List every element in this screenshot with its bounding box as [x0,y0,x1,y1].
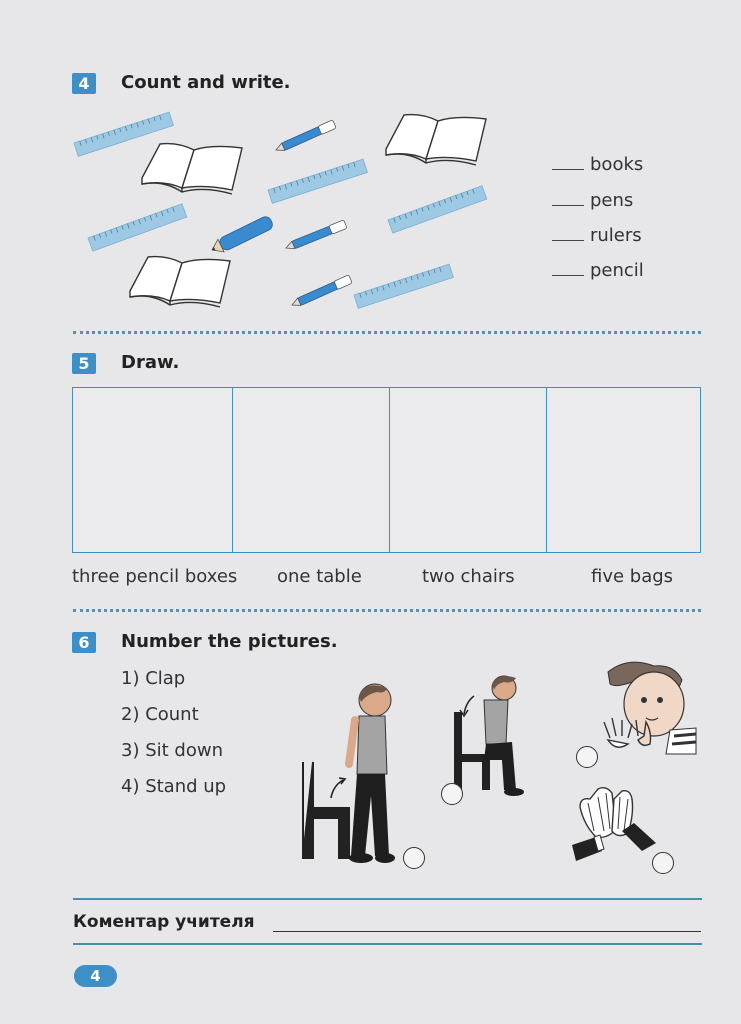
ruler-2 [268,159,367,203]
teacher-comment-field[interactable] [273,931,701,932]
footer-line-top [73,898,702,900]
pencil [209,215,274,257]
book-2 [386,115,486,165]
exercise-6-badge: 6 [72,632,96,653]
ruler-4 [388,186,487,233]
action-sit-down: 3) Sit down [121,740,223,761]
count-picture [598,660,698,755]
answer-blank-pens[interactable] [552,205,584,206]
exercise-6-title: Number the pictures. [121,631,338,652]
word-books: books [590,154,644,175]
clap-picture [568,785,660,865]
draw-caption-3: two chairs [422,566,515,587]
draw-caption-1: three pencil boxes [72,566,238,587]
word-pens: pens [590,190,634,211]
answer-circle-clap[interactable] [652,852,674,874]
answer-circle-sit-down[interactable] [441,783,463,805]
draw-caption-2: one table [277,566,362,587]
book-1 [142,144,242,194]
answer-circle-stand-up[interactable] [403,847,425,869]
draw-box-1[interactable] [72,387,234,553]
draw-box-3[interactable] [389,387,548,553]
answer-circle-count[interactable] [576,746,598,768]
sit-down-picture [450,672,530,802]
word-pencil: pencil [590,260,644,281]
page-number: 4 [90,967,101,985]
stand-up-picture [295,680,405,865]
count-item-pens [552,190,633,211]
teacher-comment-label: Коментар учителя [73,912,255,932]
footer-line-bottom [73,943,702,945]
exercise-5-badge: 5 [72,353,96,374]
pen-2 [284,220,347,252]
word-rulers: rulers [590,225,642,246]
page-number-badge [74,965,117,987]
answer-blank-pencil[interactable] [552,275,584,276]
action-stand-up: 4) Stand up [121,776,227,797]
answer-blank-books[interactable] [552,169,584,170]
action-count: 2) Count [121,704,199,725]
pen-1 [274,120,336,154]
school-objects-illustration [68,105,508,315]
exercise-5-title: Draw. [121,352,180,373]
section-divider-2 [73,609,701,612]
draw-box-4[interactable] [546,387,701,553]
answer-blank-rulers[interactable] [552,240,584,241]
ruler-5 [354,264,453,308]
pen-3 [290,275,352,309]
draw-box-2[interactable] [232,387,391,553]
book-3 [130,257,230,307]
count-item-rulers [552,225,642,246]
section-divider-1 [73,331,701,334]
count-item-books [552,154,643,175]
ruler-3 [88,204,187,251]
exercise-4-badge: 4 [72,73,96,94]
action-clap: 1) Clap [121,668,186,689]
count-item-pencil [552,260,644,281]
exercise-4-title: Count and write. [121,72,291,93]
draw-caption-4: five bags [591,566,674,587]
